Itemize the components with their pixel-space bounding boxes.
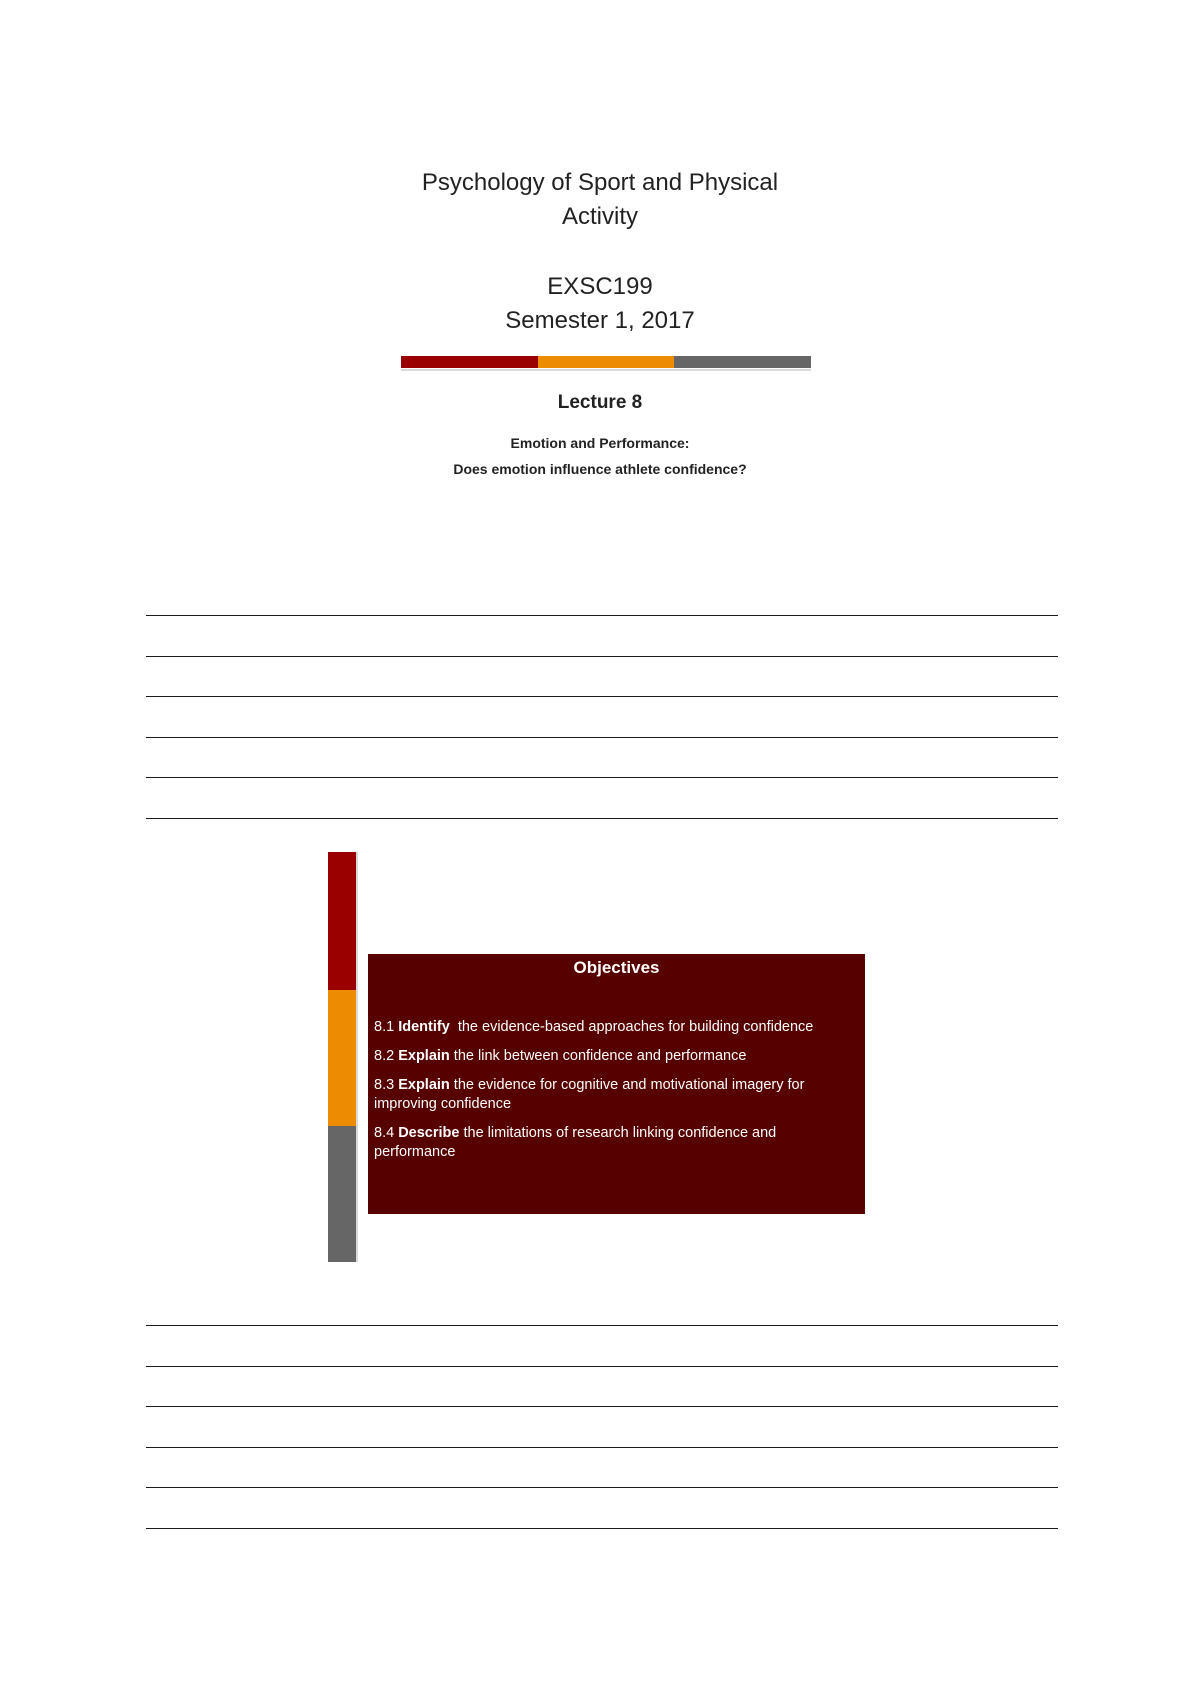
objective-verb: Identify	[398, 1019, 450, 1035]
notes-line	[146, 656, 1058, 657]
notes-lines-slide-1	[146, 615, 1058, 858]
notes-line	[146, 818, 1058, 819]
vbar-red-segment	[328, 852, 356, 990]
lecture-number: Lecture 8	[557, 392, 643, 413]
tricolor-divider	[401, 356, 811, 368]
course-info	[300, 270, 900, 338]
objective-verb: Explain	[398, 1048, 450, 1064]
divider-shadow	[401, 369, 811, 371]
divider-gray-segment	[674, 356, 811, 368]
title-slide	[300, 150, 900, 510]
semester-label: Semester 1, 2017	[505, 307, 695, 334]
objectives-box	[368, 954, 865, 1214]
objective-text: the limitations of research linking confidence and performance	[374, 1125, 781, 1160]
objective-item	[374, 1047, 844, 1066]
notes-lines-slide-2	[146, 1325, 1058, 1568]
objective-text: the evidence for cognitive and motivational imagery for improving confidence	[374, 1077, 809, 1112]
notes-line	[146, 1406, 1058, 1407]
notes-line	[146, 777, 1058, 778]
notes-line	[146, 1366, 1058, 1367]
notes-line	[146, 1528, 1058, 1529]
slide-title	[300, 166, 900, 234]
subtitle-line-2: Does emotion influence athlete confidence?	[453, 461, 747, 477]
notes-line	[146, 1447, 1058, 1448]
objective-item	[374, 1018, 844, 1037]
objective-number: 8.3	[374, 1077, 395, 1093]
objective-verb: Explain	[398, 1077, 450, 1093]
slide-title-line-2: Activity	[561, 203, 638, 230]
vbar-shadow	[356, 852, 358, 1262]
divider-orange-segment	[538, 356, 675, 368]
vertical-tricolor-bar	[328, 852, 356, 1262]
objective-verb: Describe	[398, 1125, 460, 1141]
objectives-heading: Objectives	[573, 958, 660, 977]
objective-text: the link between confidence and performance	[449, 1048, 747, 1064]
lecture-subtitle	[300, 430, 900, 482]
subtitle-line-1: Emotion and Performance:	[510, 435, 690, 451]
divider-red-segment	[401, 356, 538, 368]
objective-item	[374, 1076, 844, 1114]
objective-number: 8.1	[374, 1019, 395, 1035]
objective-number: 8.4	[374, 1125, 395, 1141]
vbar-gray-segment	[328, 1126, 356, 1262]
objectives-list	[374, 1018, 844, 1172]
notes-line	[146, 696, 1058, 697]
notes-line	[146, 1487, 1058, 1488]
notes-line	[146, 737, 1058, 738]
notes-line	[146, 615, 1058, 616]
vbar-orange-segment	[328, 990, 356, 1126]
objective-number: 8.2	[374, 1048, 395, 1064]
objective-item	[374, 1124, 844, 1162]
objective-text: the evidence-based approaches for building confidence	[449, 1019, 814, 1035]
notes-line	[146, 1325, 1058, 1326]
objectives-slide	[328, 852, 880, 1264]
slide-title-line-1: Psychology of Sport and Physical	[421, 169, 779, 196]
course-code: EXSC199	[547, 273, 653, 300]
